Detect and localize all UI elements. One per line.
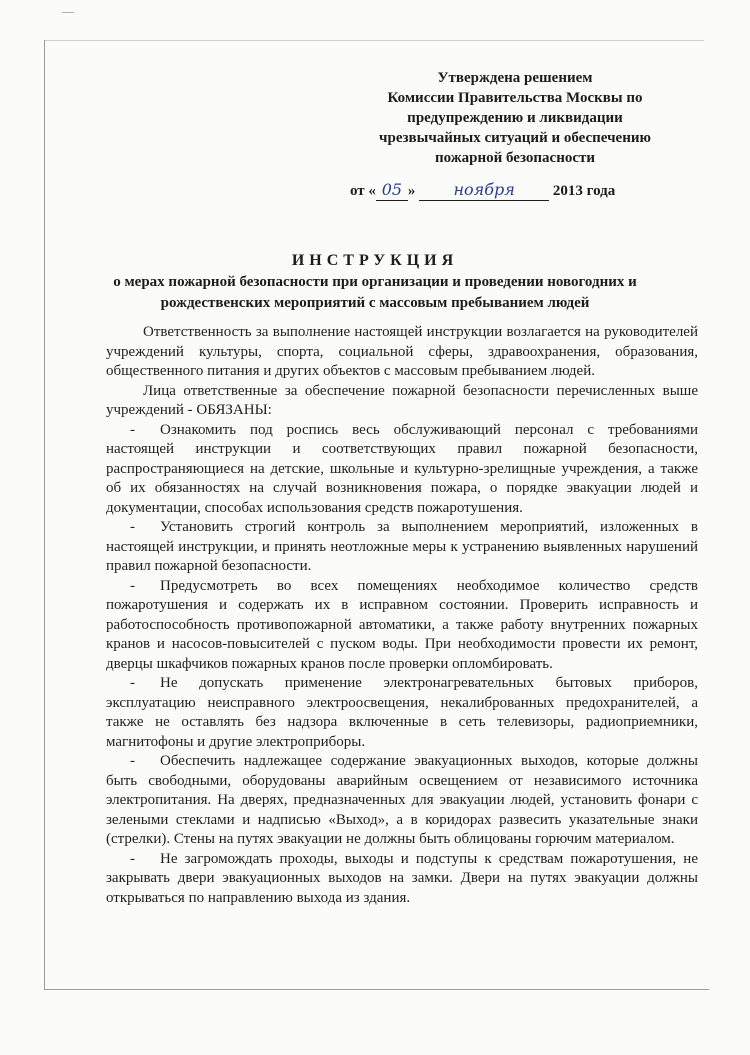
list-dash: - [130,577,135,594]
date-day-field [376,180,408,201]
list-item-text: Ознакомить под роспись весь обслуживающий персонал с требованиями настоящей инструкции и соответствующих правил пожарной безопасности, распространяющиеся на детские, школьные и культурно-зрелищные учреждения, а также об их обязанностях на случай возникновения пожара, о порядке эвакуации людей и документации, способах использования средств пожаротушения. [106,421,698,516]
subtitle-line: о мерах пожарной безопасности при организации и проведении новогодних и [113,274,637,290]
page-border-left [44,40,45,990]
document-title: ИНСТРУКЦИЯ [291,252,459,269]
date-month: ноября [453,180,515,199]
approval-line: Утверждена решением [437,70,593,86]
list-item-text: Установить строгий контроль за выполнением мероприятий, изложенных в настоящей инструкции, и принять неотложные меры к устранению выявленных нарушений правил пожарной безопасности. [106,519,698,574]
list-dash: - [130,850,135,867]
list-dash: - [130,519,135,535]
list-item-text: Обеспечить надлежащее содержание эвакуационных выходов, которые должны быть свободными, оборудованы аварийным освещением от независимого источника электропитания. На дверях, предназначенных для эвакуации людей, установить фонари с зелеными стеклами и надписью «Выход», а в коридорах развесить указательные знаки (стрелки). Стены на путях эвакуации не должны быть облицованы горючим материалом. [106,753,698,847]
body-paragraph: Ответственность за выполнение настоящей инструкции возлагается на руководителей учреждений культуры, спорта, социальной сферы, здравоохранения, образования, общественного питания и других объектов с массовым пребыванием людей. [106,324,698,379]
list-item-text: Предусмотреть во всех помещениях необходимое количество средств пожаротушения и содержать их в исправном состоянии. Проверить исправность и работоспособность противопожарной автоматики, а также работу внутренних пожарных кранов и насосов-повысителей с пуском воды. При необходимости провести их ремонт, дверцы шкафчиков пожарных кранов после проверки опломбировать. [106,577,698,672]
date-month-field [419,180,549,201]
document-body [106,323,698,908]
scan-mark [62,12,74,13]
approval-line: Комиссии Правительства Москвы по [387,90,643,106]
list-dash: - [130,421,135,438]
date-prefix: от « [350,183,376,199]
list-item [106,518,698,577]
date-year: 2013 года [552,183,616,199]
approval-line: чрезвычайных ситуаций и обеспечению [379,130,651,146]
list-item [106,421,698,519]
list-item-text: Не загромождать проходы, выходы и подступы к средствам пожаротушения, не закрывать двери эвакуационных выходов на замки. Двери на путях эвакуации должны открываться по направлению выхода из здания. [106,850,698,906]
list-item [106,752,698,850]
approval-line: предупреждению и ликвидации [407,110,623,126]
date-day: 05 [381,180,403,199]
list-item-text: Не допускать применение электронагревательных бытовых приборов, эксплуатацию неисправного электроосвещения, некалиброванных предохранителей, а также не оставлять без надзора включенные в сеть телевизоры, радиоприемники, магнитофоны и другие электроприборы. [106,675,698,750]
date-mid: » [407,183,416,199]
list-item [106,577,698,675]
subtitle-line: рождественских мероприятий с массовым пребыванием людей [160,295,590,311]
approval-block [340,68,690,168]
document-subtitle [60,272,690,314]
list-item [106,674,698,752]
approval-line: пожарной безопасности [434,150,596,166]
list-item [106,850,698,909]
page-border-bottom [44,989,709,990]
list-dash: - [130,753,135,769]
list-dash: - [130,675,135,691]
page-border-top [44,40,704,41]
body-paragraph: Лица ответственные за обеспечение пожарной безопасности перечисленных выше учреждений - ОБЯЗАНЫ: [106,382,698,418]
approval-date [350,180,690,206]
